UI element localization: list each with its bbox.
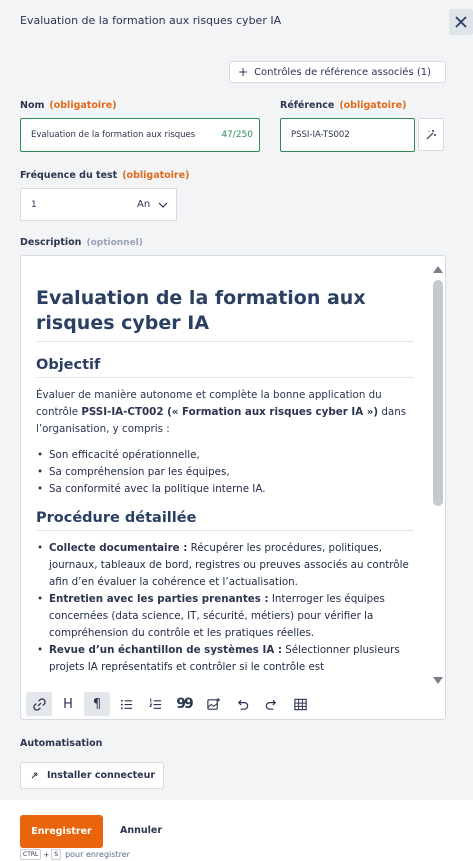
reference-input[interactable] — [280, 118, 415, 152]
s-key: S — [51, 849, 61, 860]
plus-icon: + — [238, 65, 249, 79]
bullet-list-icon — [119, 697, 134, 712]
dialog-header — [0, 0, 473, 44]
list-item — [49, 591, 414, 642]
install-connector-button[interactable] — [20, 762, 164, 789]
list-item — [49, 540, 414, 591]
reference-label — [280, 100, 407, 111]
list-item — [49, 642, 414, 676]
name-required-tag: (obligatoire) — [49, 100, 117, 111]
name-input-value: Evaluation de la formation aux risques — [31, 130, 196, 140]
bullet-list-button[interactable] — [113, 692, 139, 716]
ordered-list-icon — [148, 697, 163, 712]
insert-image-button[interactable] — [200, 692, 226, 716]
reference-controls-button[interactable] — [229, 61, 446, 83]
paragraph-icon: ¶ — [92, 696, 102, 712]
scroll-up-arrow-icon[interactable] — [432, 264, 444, 274]
frequency-unit-select[interactable] — [126, 188, 177, 221]
reference-input-value: PSSI-IA-TS002 — [291, 130, 350, 140]
frequency-label-text: Fréquence du test — [20, 170, 118, 181]
magic-wand-icon — [425, 129, 437, 141]
redo-icon — [264, 697, 279, 712]
shortcut-plus: + — [43, 850, 50, 859]
insert-table-button[interactable] — [287, 692, 313, 716]
install-connector-label: Installer connecteur — [47, 770, 156, 781]
generate-reference-button[interactable] — [418, 118, 444, 151]
name-char-counter: 47/250 — [221, 130, 253, 140]
dialog-footer — [0, 800, 473, 861]
blockquote-button[interactable] — [171, 692, 197, 716]
procedure-heading: Procédure détaillée — [36, 510, 414, 531]
procedure-list — [49, 540, 414, 676]
dialog-title: Evaluation de la formation aux risques cyber IA — [20, 14, 282, 27]
close-button[interactable] — [449, 9, 473, 35]
editor-doc-title: Evaluation de la formation aux risques cyber IA — [36, 286, 414, 342]
editor-scrollbar[interactable] — [432, 264, 444, 689]
paragraph-button[interactable] — [84, 692, 110, 716]
list-item: • Sa conformité avec la politique interne IA. — [49, 481, 414, 498]
image-plus-icon — [206, 697, 221, 712]
quote-icon: 99 — [176, 696, 192, 712]
procedure-item-text: Sélectionner plusieurs projets IA représentatifs et contrôler si le contrôle est — [49, 644, 400, 673]
name-label — [20, 100, 117, 111]
frequency-input[interactable] — [20, 188, 127, 221]
frequency-unit-value: An — [137, 199, 151, 210]
description-label — [20, 237, 143, 248]
link-button[interactable] — [26, 692, 52, 716]
reference-label-text: Référence — [280, 100, 335, 111]
scroll-down-arrow-icon[interactable] — [432, 676, 444, 686]
objective-text-start: Évaluer de manière autonome et complète la bonne application du contrôle — [36, 389, 382, 418]
list-item: • Sa compréhension par les équipes, — [49, 464, 414, 481]
frequency-required-tag: (obligatoire) — [122, 170, 190, 181]
editor-content[interactable] — [36, 286, 414, 688]
objective-text-end: dans l’organisation, y compris : — [36, 406, 407, 435]
editor-toolbar — [26, 692, 313, 716]
description-optional-tag: (optionnel) — [86, 238, 143, 248]
procedure-item-title: Collecte documentaire : — [49, 542, 188, 554]
close-icon — [455, 16, 467, 28]
shortcut-text: pour enregistrer — [65, 850, 130, 859]
save-shortcut-hint — [20, 849, 130, 860]
procedure-item-text: Interroger les équipes concernées (data science, IT, sécurité, métiers) pour vérifier la compréhension du contrôle et les pratiques réelles. — [49, 593, 385, 639]
objective-paragraph — [36, 387, 414, 438]
reference-controls-label: Contrôles de référence associés (1) — [254, 66, 432, 78]
cancel-button[interactable]: Annuler — [120, 825, 163, 836]
name-label-text: Nom — [20, 100, 45, 111]
undo-button[interactable] — [229, 692, 255, 716]
undo-icon — [235, 697, 250, 712]
frequency-input-value: 1 — [31, 199, 37, 210]
table-icon — [293, 697, 308, 712]
objective-list — [49, 447, 414, 498]
description-label-text: Description — [20, 237, 82, 248]
reference-required-tag: (obligatoire) — [339, 100, 407, 111]
list-item: • Son efficacité opérationnelle, — [49, 447, 414, 464]
heading-icon: H — [63, 696, 73, 712]
objective-control-ref: PSSI-IA-CT002 (« Formation aux risques cyber IA ») — [81, 406, 379, 418]
ordered-list-button[interactable] — [142, 692, 168, 716]
frequency-label — [20, 170, 189, 181]
name-input[interactable] — [20, 118, 260, 152]
chevron-down-icon — [158, 202, 168, 208]
scrollbar-thumb[interactable] — [433, 280, 443, 506]
ctrl-key: CTRL — [20, 849, 41, 860]
description-editor[interactable] — [20, 255, 446, 720]
plug-icon — [30, 771, 39, 780]
procedure-item-title: Entretien avec les parties prenantes : — [49, 593, 269, 605]
redo-button[interactable] — [258, 692, 284, 716]
save-button[interactable]: Enregistrer — [20, 815, 103, 848]
heading-button[interactable] — [55, 692, 81, 716]
objective-heading: Objectif — [36, 357, 414, 378]
procedure-item-text: Récupérer les procédures, politiques, journaux, tableaux de bord, registres ou preuves associés au contrôle afin d’en évaluer la cohérence et l’actualisation. — [49, 542, 409, 588]
automation-label: Automatisation — [20, 738, 103, 749]
link-icon — [32, 697, 47, 712]
procedure-item-title: Revue d’un échantillon de systèmes IA : — [49, 644, 282, 656]
